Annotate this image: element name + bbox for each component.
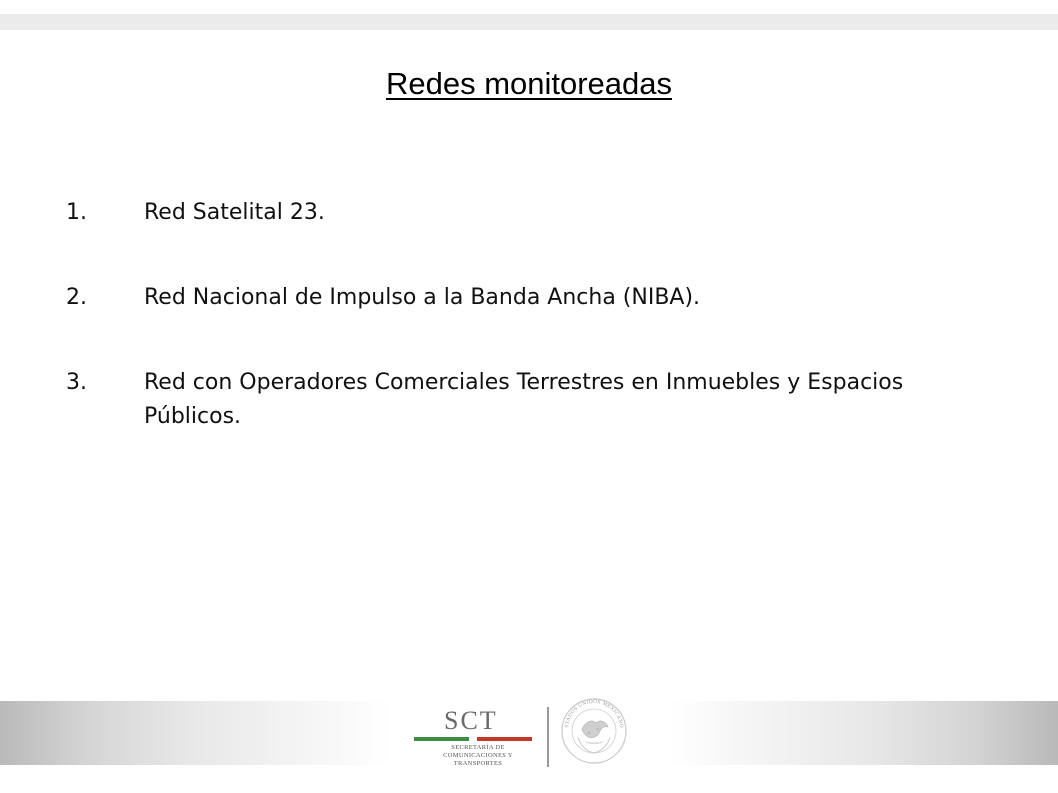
sct-subtitle: SECRETARÍA DE COMUNICACIONES Y TRANSPORTES [443,744,513,767]
list-item [66,196,966,230]
list-item-text: Red con Operadores Comerciales Terrestres en Inmuebles y Espacios Públicos. [144,370,904,429]
footer-divider [547,707,549,767]
top-bar [0,14,1058,30]
slide-title: Redes monitoreadas [385,66,673,101]
list-item-number: 2. [66,285,87,310]
networks-list [66,196,966,485]
list-item [66,366,966,434]
list-item-text: Red Nacional de Impulso a la Banda Ancha (NIBA). [144,285,701,310]
list-item [66,281,966,315]
list-item-number: 3. [66,370,87,395]
sct-logo [414,706,534,776]
sct-wordmark: SCT [444,706,498,735]
list-item-number: 1. [66,200,87,225]
flag-stripes [414,737,532,741]
list-item-text: Red Satelital 23. [144,200,325,225]
mexican-seal-icon [558,693,630,765]
seal-text: STADOS UNIDOS MEXICANO [563,698,625,729]
